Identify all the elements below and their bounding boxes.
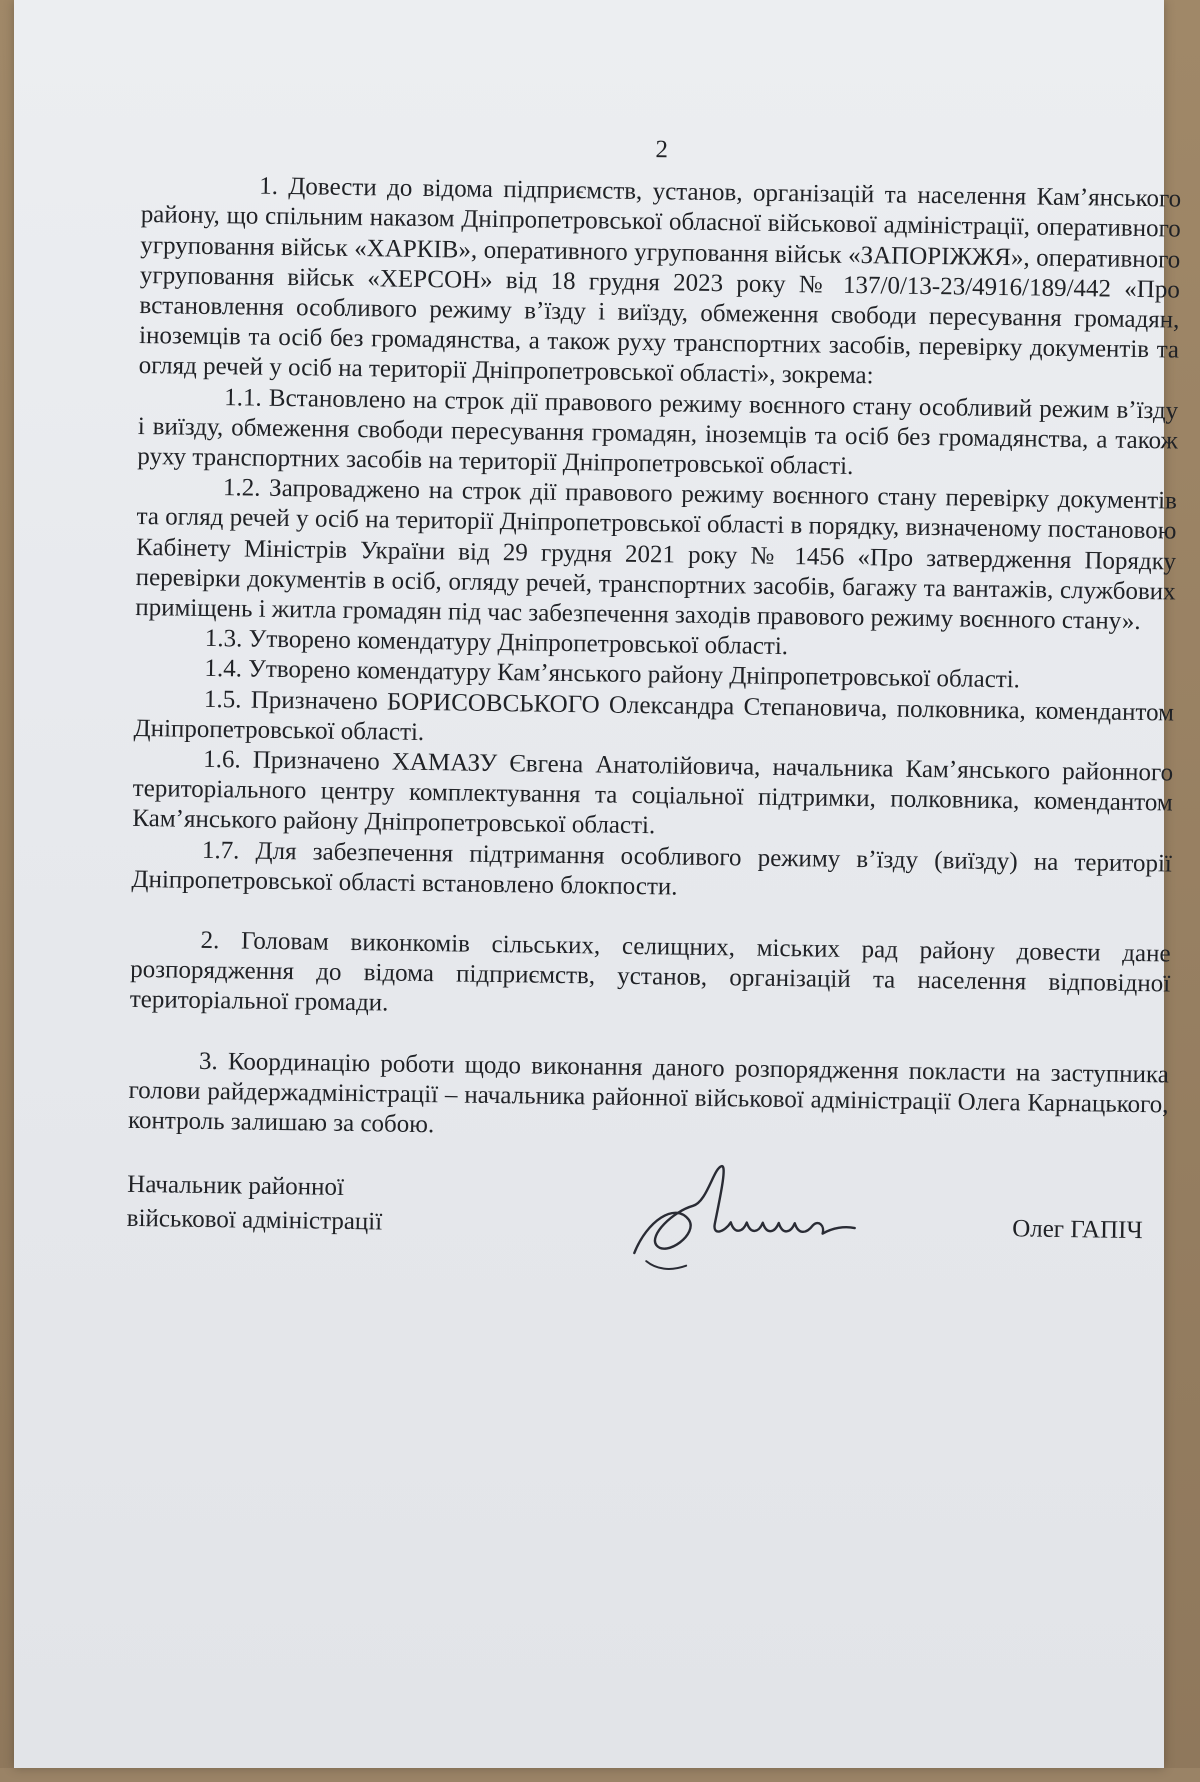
page-number: 2 xyxy=(655,136,669,164)
signatory-title-line-1: Начальник районної xyxy=(127,1171,345,1202)
paragraph-1-7: 1.7. Для забезпечення підтримання особливого режиму в’їзду (виїзду) на території Дніпропетровської області встановлено блокпости. xyxy=(131,836,1173,901)
paragraph-1-3: 1.3. Утворено комендатуру Дніпропетровської області. xyxy=(204,625,789,661)
paragraph-1: 1. Довести до відома підприємств, установ, організацій та населення Кам’янського району, що спільним наказом Дніпропетровської обласної військової адміністрації, оперативного угруповання військ «ХАРКІВ», оперативного угруповання військ «ЗАПОРІЖЖЯ», оперативного угруповання військ «ХЕРСОН» від 18 грудня 2023 року № 137/0/13-23/4916/189/442 «Про встановлення особливого режиму в’їзду і виїзду, обмеження свободи пересування громадян, іноземців та осіб без громадянства, а також руху транспортних засобів, перевірку документів та огляд речей у осіб на території Дніпропетровської області», зокрема: xyxy=(138,172,1182,390)
paragraph-2: 2. Головам виконкомів сільських, селищних, міських рад району довести дане розпорядження до відома підприємств, установ, організацій та населення відповідної територіальної громади. xyxy=(129,926,1171,1018)
paragraph-1-4: 1.4. Утворено комендатуру Кам’янського району Дніпропетровської області. xyxy=(204,655,1021,694)
paragraph-3: 3. Координацію роботи щодо виконання даного розпорядження покласти на заступника голови райдержадміністрації – начальника районної військової адміністрації Олега Карнацького, контроль залишаю за собою. xyxy=(127,1047,1170,1139)
document-sheet xyxy=(14,0,1182,1768)
paragraph-1-6: 1.6. Призначено ХАМАЗУ Євгена Анатолійовича, начальника Кам’янського районного територіального центру комплектування та соціальної підтримки, полковника, комендантом Кам’янського району Дніпропетровської області. xyxy=(132,745,1174,840)
signature-block xyxy=(126,1168,1167,1293)
paragraph-1-2: 1.2. Запроваджено на строк дії правового режиму воєнного стану перевірку документів та огляд речей у осіб на території Дніпропетровської області в порядку, визначеному постановою Кабінету Міністрів України від 29 грудня 2021 року № 1456 «Про затвердження Порядку перевірки документів в осіб, огляду речей, транспортних засобів, багажу та вантажів, службових приміщень і житла громадян під час забезпечення заходів правового режиму воєнного стану». xyxy=(135,474,1178,636)
paragraph-1-1: 1.1. Встановлено на строк дії правового режиму воєнного стану особливий режим в’їзду і виїзду, обмеження свободи пересування громадян, іноземців та осіб без громадянства, а також руху транспортних засобів на території Дніпропетровської області. xyxy=(137,383,1179,480)
signatory-title xyxy=(127,1168,383,1240)
signatory-title-line-2: військової адміністрації xyxy=(126,1205,383,1236)
signatory-name: Олег ГАПІЧ xyxy=(1011,1215,1143,1245)
paragraph-1-5: 1.5. Призначено БОРИСОВСЬКОГО Олександра Степановича, полковника, комендантом Дніпропетровської області. xyxy=(133,685,1175,746)
handwritten-signature xyxy=(626,1161,858,1284)
document-page xyxy=(119,128,1182,1782)
